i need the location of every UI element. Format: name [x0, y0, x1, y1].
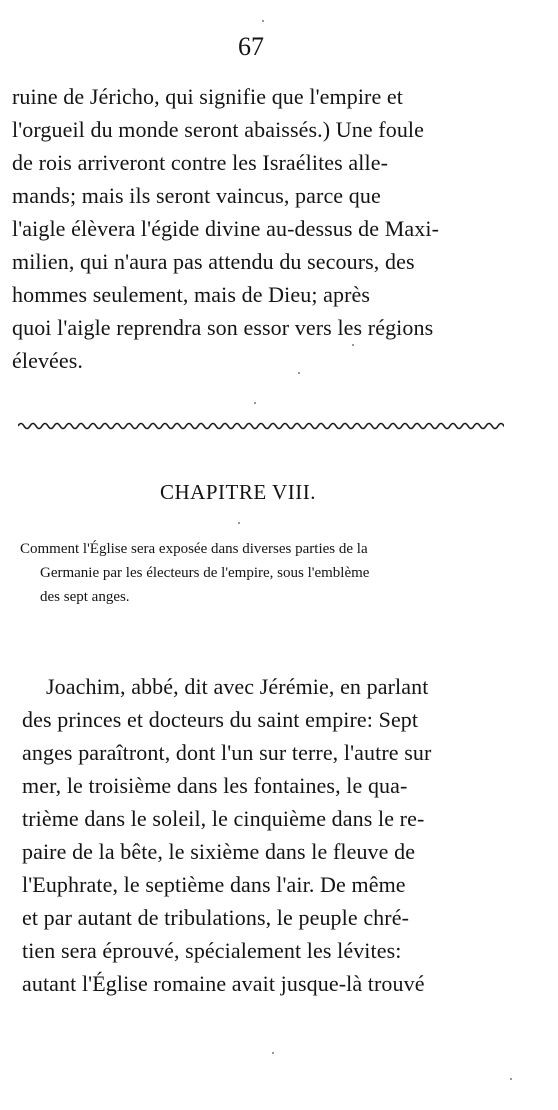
scan-speck	[262, 20, 264, 22]
scan-speck	[298, 372, 300, 374]
chapter-title: CHAPITRE VIII.	[160, 480, 316, 504]
text-line: l'aigle élèvera l'égide divine au-dessus de Maxi-	[12, 216, 440, 241]
chapter-summary-line: des sept anges.	[40, 589, 130, 605]
text-line: tien sera éprouvé, spécialement les lévites:	[22, 938, 402, 963]
scan-speck	[352, 344, 354, 346]
scan-speck	[254, 402, 256, 404]
scan-speck	[238, 522, 240, 524]
ornamental-divider	[18, 420, 504, 432]
text-line: l'Euphrate, le septième dans l'air. De même	[22, 872, 406, 897]
scan-speck	[510, 1078, 512, 1080]
text-line: mer, le troisième dans les fontaines, le qua-	[22, 773, 408, 798]
text-line: quoi l'aigle reprendra son essor vers les régions	[12, 315, 434, 340]
text-line: autant l'Église romaine avait jusque-là trouvé	[22, 971, 425, 996]
text-line: des princes et docteurs du saint empire: Sept	[22, 707, 419, 732]
text-line: mands; mais ils seront vaincus, parce que	[12, 183, 381, 208]
text-line: ruine de Jéricho, qui signifie que l'empire et	[12, 84, 403, 109]
chapter-summary-line: Germanie par les électeurs de l'empire, sous l'emblème	[40, 565, 370, 581]
text-line: élevées.	[12, 348, 84, 373]
text-line: milien, qui n'aura pas attendu du secours, des	[12, 249, 415, 274]
text-line: Joachim, abbé, dit avec Jérémie, en parlant	[46, 674, 429, 699]
page-number: 67	[238, 32, 264, 61]
chapter-summary-line: Comment l'Église sera exposée dans diverses parties de la	[20, 541, 368, 557]
text-line: paire de la bête, le sixième dans le fleuve de	[22, 839, 416, 864]
scan-speck	[272, 1052, 274, 1054]
text-line: et par autant de tribulations, le peuple chré-	[22, 905, 409, 930]
text-line: trième dans le soleil, le cinquième dans le re-	[22, 806, 425, 831]
text-line: de rois arriveront contre les Israélites alle-	[12, 150, 388, 175]
text-line: anges paraîtront, dont l'un sur terre, l'autre sur	[22, 740, 432, 765]
text-line: l'orgueil du monde seront abaissés.) Une foule	[12, 117, 425, 142]
text-line: hommes seulement, mais de Dieu; après	[12, 282, 371, 307]
